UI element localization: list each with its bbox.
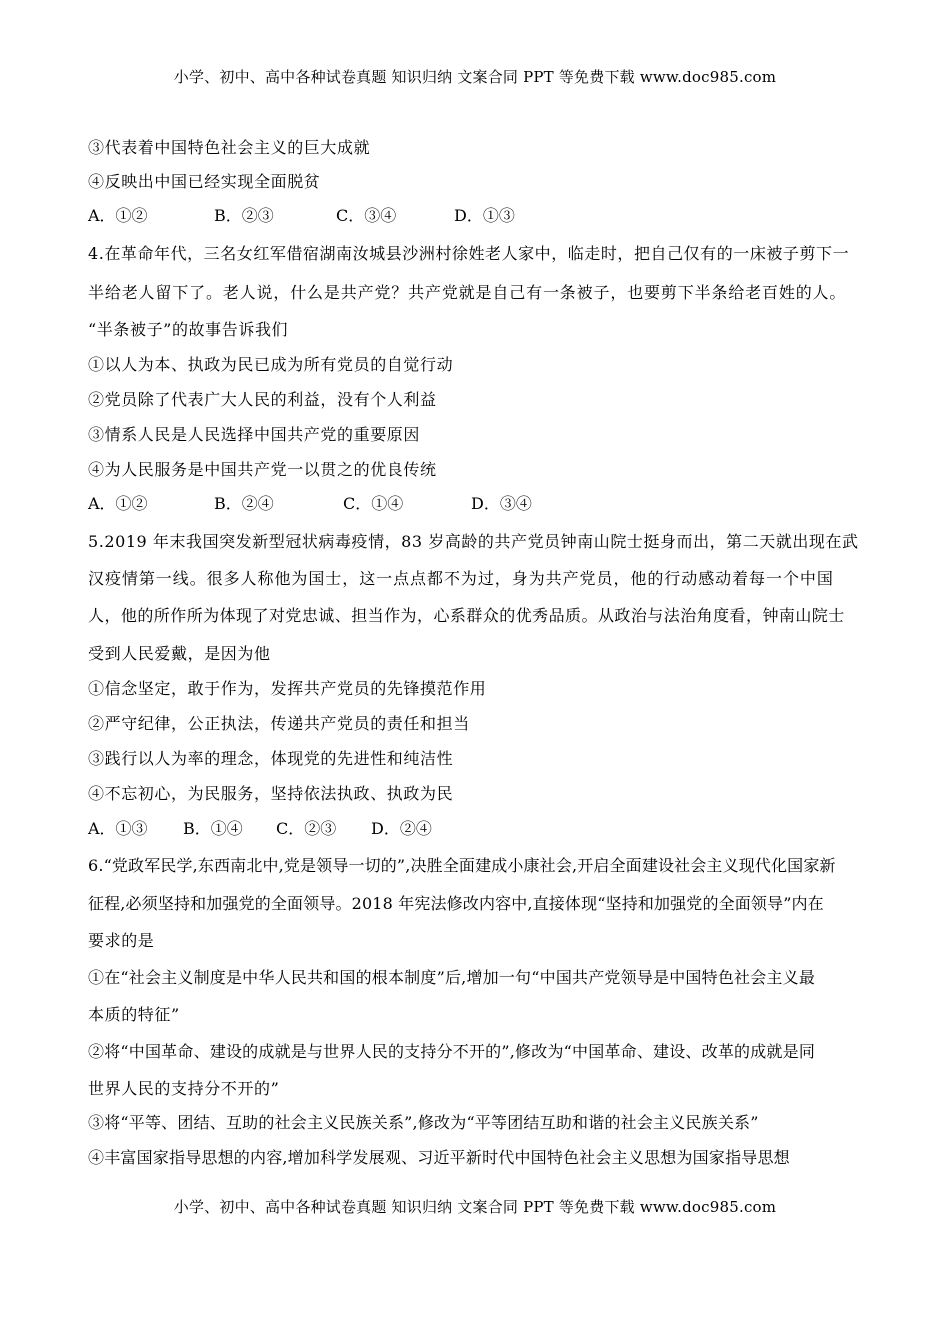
q4-item-1: ①以人为本、执政为民已成为所有党员的自觉行动 bbox=[88, 355, 454, 374]
q4-item-4: ④为人民服务是中国共产党一以贯之的优良传统 bbox=[88, 460, 437, 479]
q4-stem-line-3: “半条被子”的故事告诉我们 bbox=[88, 320, 289, 339]
q4-option-c: C．①④ bbox=[343, 494, 404, 513]
q5-stem-line-1: 5.2019 年末我国突发新型冠状病毒疫情，83 岁高龄的共产党员钟南山院士挺身而出，第二天就出现在武 bbox=[88, 532, 859, 551]
q5-option-c: C．②③ bbox=[276, 819, 337, 838]
q4-option-d: D．③④ bbox=[471, 494, 532, 513]
q3-option-a: A．①② bbox=[88, 206, 148, 225]
q5-item-3: ③践行以人为率的理念，体现党的先进性和纯洁性 bbox=[88, 749, 454, 768]
q6-item-4: ④丰富国家指导思想的内容,增加科学发展观、习近平新时代中国特色社会主义思想为国家指导思想 bbox=[88, 1148, 790, 1167]
q3-option-c: C．③④ bbox=[336, 206, 397, 225]
q6-item-1-line-2: 本质的特征” bbox=[88, 1005, 180, 1024]
q6-item-1-line-1: ①在“社会主义制度是中华人民共和国的根本制度”后,增加一句“中国共产党领导是中国特色社会主义最 bbox=[88, 968, 816, 987]
page-header: 小学、初中、高中各种试卷真题 知识归纳 文案合同 PPT 等免费下载 www.doc985.com bbox=[173, 68, 777, 86]
q5-item-4: ④不忘初心，为民服务，坚持依法执政、执政为民 bbox=[88, 784, 454, 803]
q5-item-2: ②严守纪律，公正执法，传递共产党员的责任和担当 bbox=[88, 714, 470, 733]
q5-stem-line-4: 受到人民爱戴，是因为他 bbox=[88, 644, 271, 663]
q4-stem-line-2: 半给老人留下了。老人说，什么是共产党？共产党就是自己有一条被子，也要剪下半条给老百姓的人。 bbox=[88, 283, 847, 302]
q5-stem-line-2: 汉疫情第一线。很多人称他为国士，这一点点都不为过，身为共产党员，他的行动感动着每一个中国 bbox=[88, 569, 834, 588]
q5-item-1: ①信念坚定，敢于作为，发挥共产党员的先锋摸范作用 bbox=[88, 679, 487, 698]
q4-option-a: A．①② bbox=[88, 494, 148, 513]
q3-item-4: ④反映出中国已经实现全面脱贫 bbox=[88, 172, 321, 191]
q4-item-2: ②党员除了代表广大人民的利益，没有个人利益 bbox=[88, 390, 437, 409]
q4-stem-line-1: 4.在革命年代，三名女红军借宿湖南汝城县沙洲村徐姓老人家中，临走时，把自己仅有的一床被子剪下一 bbox=[88, 244, 850, 263]
q6-stem-line-3: 要求的是 bbox=[88, 931, 155, 950]
q6-stem-line-2: 征程,必须坚持和加强党的全面领导。2018 年宪法修改内容中,直接体现“坚持和加强党的全面领导”内在 bbox=[88, 894, 824, 913]
q6-item-2-line-2: 世界人民的支持分不开的” bbox=[88, 1079, 280, 1098]
q6-stem-line-1: 6.“党政军民学,东西南北中,党是领导一切的”,决胜全面建成小康社会,开启全面建设社会主义现代化国家新 bbox=[88, 856, 836, 875]
page-footer: 小学、初中、高中各种试卷真题 知识归纳 文案合同 PPT 等免费下载 www.doc985.com bbox=[173, 1198, 777, 1216]
q5-option-d: D．②④ bbox=[371, 819, 432, 838]
q5-stem-line-3: 人，他的所作所为体现了对党忠诚、担当作为，心系群众的优秀品质。从政治与法治角度看，钟南山院士 bbox=[88, 606, 845, 625]
q5-option-b: B．①④ bbox=[183, 819, 243, 838]
q3-item-3: ③代表着中国特色社会主义的巨大成就 bbox=[88, 138, 371, 157]
q4-option-b: B．②④ bbox=[214, 494, 274, 513]
q6-item-2-line-1: ②将“中国革命、建设的成就是与世界人民的支持分不开的”,修改为“中国革命、建设、改革的成就是同 bbox=[88, 1042, 816, 1061]
q3-option-d: D．①③ bbox=[454, 206, 515, 225]
q5-option-a: A．①③ bbox=[88, 819, 148, 838]
q4-item-3: ③情系人民是人民选择中国共产党的重要原因 bbox=[88, 425, 421, 444]
q6-item-3: ③将“平等、团结、互助的社会主义民族关系”,修改为“平等团结互助和谐的社会主义民族关系” bbox=[88, 1113, 759, 1132]
q3-option-b: B．②③ bbox=[214, 206, 274, 225]
